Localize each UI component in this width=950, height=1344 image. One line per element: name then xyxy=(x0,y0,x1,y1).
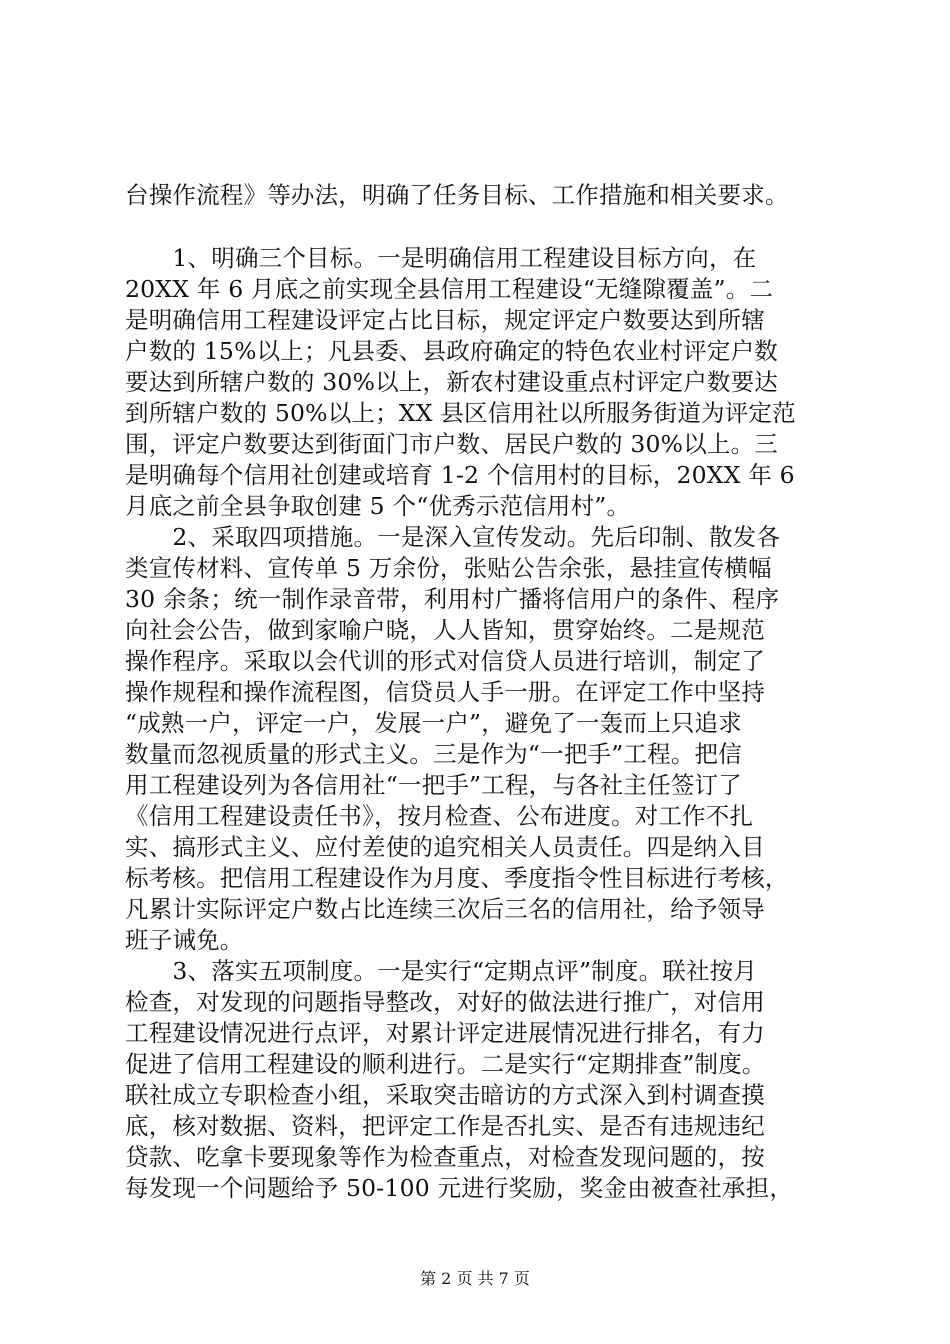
text-line: 凡累计实际评定户数占比连续三次后三名的信用社，给予领导 xyxy=(125,895,765,923)
text-line: 实、搞形式主义、应付差使的追究相关人员责任。四是纳入目 xyxy=(125,833,765,861)
text-line: 《信用工程建设责任书》，按月检查、公布进度。对工作不扎 xyxy=(125,802,754,830)
text-line: 月底之前全县争取创建 5 个“优秀示范信用村”。 xyxy=(125,492,631,520)
text-line: 向社会公告，做到家喻户晓，人人皆知，贯穿始终。二是规范 xyxy=(125,616,765,644)
text-line: 检查，对发现的问题指导整改，对好的做法进行推广，对信用 xyxy=(125,988,765,1016)
text-line: 要达到所辖户数的 30%以上，新农村建设重点村评定户数要达 xyxy=(125,368,779,396)
text-line: 数量而忽视质量的形式主义。三是作为“一把手”工程。把信 xyxy=(125,740,742,768)
text-line: 类宣传材料、宣传单 5 万余份，张贴公告余张，悬挂宣传横幅 xyxy=(125,554,772,582)
text-line: 20XX 年 6 月底之前实现全县信用工程建设“无缝隙覆盖”。二 xyxy=(125,275,774,303)
text-line: 2、采取四项措施。一是深入宣传发动。先后印制、散发各 xyxy=(125,523,781,551)
text-line: 用工程建设列为各信用社“一把手”工程，与各社主任签订了 xyxy=(125,771,742,799)
text-line: 到所辖户数的 50%以上；XX 县区信用社以所服务街道为评定范 xyxy=(125,399,796,427)
text-line: 每发现一个问题给予 50-100 元进行奖励，奖金由被查社承担， xyxy=(125,1174,794,1202)
text-line: 贷款、吃拿卡要现象等作为检查重点，对检查发现问题的，按 xyxy=(125,1143,765,1171)
text-line: 联社成立专职检查小组，采取突击暗访的方式深入到村调查摸 xyxy=(125,1081,765,1109)
page-number-footer: 第 2 页 共 7 页 xyxy=(420,1269,530,1288)
text-line: 1、明确三个目标。一是明确信用工程建设目标方向，在 xyxy=(125,244,757,272)
paragraph-continuation xyxy=(125,180,845,211)
text-line: 30 余条；统一制作录音带，利用村广播将信用户的条件、程序 xyxy=(125,585,780,613)
text-line: 底，核对数据、资料，把评定工作是否扎实、是否有违规违纪 xyxy=(125,1112,765,1140)
main-body-text xyxy=(125,243,845,1204)
text-line: “成熟一户，评定一户，发展一户”，避免了一轰而上只追求 xyxy=(125,709,742,737)
text-line: 操作规程和操作流程图，信贷员人手一册。在评定工作中坚持 xyxy=(125,678,765,706)
text-line: 围，评定户数要达到街面门市户数、居民户数的 30%以上。三 xyxy=(125,430,779,458)
text-line: 3、落实五项制度。一是实行“定期点评”制度。联社按月 xyxy=(125,957,758,985)
text-line: 班子诫免。 xyxy=(125,926,244,954)
text-line: 是明确信用工程建设评定占比目标，规定评定户数要达到所辖 xyxy=(125,306,765,334)
text-line: 操作程序。采取以会代训的形式对信贷人员进行培训，制定了 xyxy=(125,647,765,675)
text-line: 促进了信用工程建设的顺利进行。二是实行“定期排查”制度。 xyxy=(125,1050,766,1078)
text-line: 工程建设情况进行点评，对累计评定进展情况进行排名，有力 xyxy=(125,1019,765,1047)
text-line: 标考核。把信用工程建设作为月度、季度指令性目标进行考核， xyxy=(125,864,789,892)
text-line: 是明确每个信用社创建或培育 1-2 个信用村的目标，20XX 年 6 xyxy=(125,461,795,489)
text-line: 户数的 15%以上；凡县委、县政府确定的特色农业村评定户数 xyxy=(125,337,779,365)
text-line: 台操作流程》等办法，明确了任务目标、工作措施和相关要求。 xyxy=(125,181,789,209)
